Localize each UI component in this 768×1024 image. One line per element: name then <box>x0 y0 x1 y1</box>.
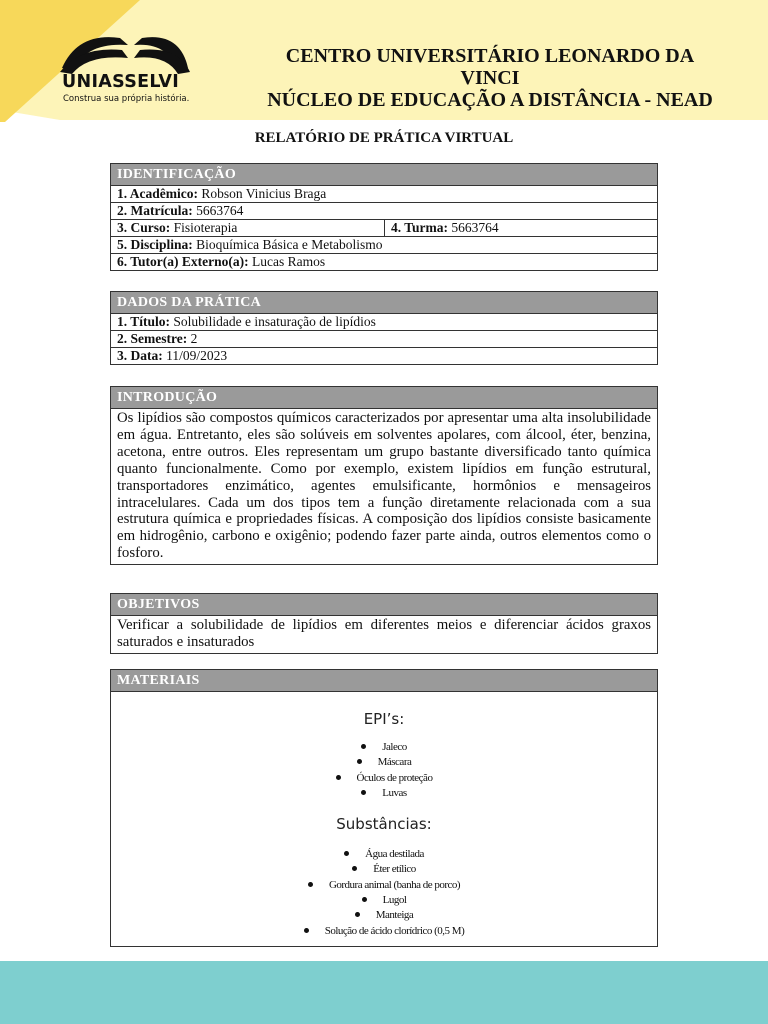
bullet-icon <box>304 928 309 933</box>
field-value: 2 <box>190 331 198 346</box>
identificacao-section <box>110 163 658 271</box>
bullet-icon <box>357 759 362 764</box>
field-value: Robson Vinicius Braga <box>201 186 327 201</box>
field-label: 6. Tutor(a) Externo(a): <box>117 254 249 269</box>
section-heading: IDENTIFICAÇÃO <box>111 164 657 186</box>
header-line-3: NÚCLEO DE EDUCAÇÃO A DISTÂNCIA - NEAD <box>267 89 713 111</box>
footer-band <box>0 961 768 1024</box>
logo-name: UNIASSELVI <box>62 72 180 92</box>
dados-pratica-section <box>110 291 658 365</box>
field-label: 1. Acadêmico: <box>117 186 198 201</box>
bullet-icon <box>361 744 366 749</box>
substancias-list <box>111 847 657 939</box>
objetivos-section <box>110 593 658 654</box>
curso-turma-row <box>111 219 657 236</box>
objetivos-text: Verificar a solubilidade de lipídios em diferentes meios e diferenciar ácidos graxos saturados e insaturados <box>117 617 651 650</box>
institution-header <box>240 45 740 111</box>
list-item: Gordura animal (banha de porco) <box>111 878 657 893</box>
field-value: Solubilidade e insaturação de lipídios <box>173 314 376 329</box>
list-item: Jaleco <box>111 740 657 755</box>
section-heading: MATERIAIS <box>111 670 657 692</box>
list-item: Máscara <box>111 755 657 770</box>
bullet-icon <box>336 775 341 780</box>
field-label: 2. Matrícula: <box>117 203 193 218</box>
field-value: Fisioterapia <box>173 220 238 235</box>
bullet-icon <box>352 866 357 871</box>
report-title: RELATÓRIO DE PRÁTICA VIRTUAL <box>254 130 514 146</box>
list-item: Luvas <box>111 786 657 801</box>
list-item: Éter etílico <box>111 862 657 877</box>
epi-heading: EPI’s: <box>363 710 405 728</box>
materiais-body <box>111 710 657 939</box>
header-line-2: VINCI <box>460 67 520 89</box>
field-label: 3. Curso: <box>117 220 171 235</box>
field-value: 5663764 <box>451 220 499 235</box>
list-item: Manteiga <box>111 908 657 923</box>
academico-row <box>111 186 657 202</box>
bullet-icon <box>344 851 349 856</box>
list-item: Óculos de proteção <box>111 771 657 786</box>
field-label: 2. Semestre: <box>117 331 188 346</box>
disciplina-row <box>111 236 657 253</box>
tutor-row <box>111 253 657 270</box>
field-label: 5. Disciplina: <box>117 237 193 252</box>
section-heading: OBJETIVOS <box>111 594 657 616</box>
bullet-icon <box>355 912 360 917</box>
titulo-row <box>111 314 657 330</box>
bullet-icon <box>362 897 367 902</box>
list-item: Lugol <box>111 893 657 908</box>
field-label: 3. Data: <box>117 348 163 363</box>
introducao-section <box>110 386 658 565</box>
materiais-section <box>110 669 658 947</box>
epi-list <box>111 740 657 801</box>
semestre-row <box>111 330 657 347</box>
field-value: Lucas Ramos <box>252 254 326 269</box>
header-line-1: CENTRO UNIVERSITÁRIO LEONARDO DA <box>285 45 695 67</box>
list-item: Solução de ácido clorídrico (0,5 M) <box>111 924 657 939</box>
list-item: Água destilada <box>111 847 657 862</box>
field-label: 1. Título: <box>117 314 171 329</box>
substancias-heading: Substâncias: <box>336 815 432 834</box>
field-value: Bioquímica Básica e Metabolismo <box>196 237 383 252</box>
field-value: 5663764 <box>196 203 244 218</box>
introducao-text: Os lipídios são compostos químicos caracterizados por apresentar uma alta insolubilidade em água. Entretanto, eles são solúveis em solventes apolares, com álcool, éter, benzina, acetona, entre outros. Eles representam um grupo bastante diversificado tanto química quanto funcionalmente. Como por exemplo, existem lipídios em função estrutural, transportadores enzimático, agentes emulsificante, hormônios e mensageiros intracelulares. Cada um dos tipos tem a função diretamente relacionada com a sua estrutura química e propriedades físicas. A composição dos lipídios consiste basicamente em hidrogênio, carbono e oxigênio; podendo fazer parte ainda, outros elementos como o fosforo. <box>117 410 651 562</box>
section-heading: INTRODUÇÃO <box>111 387 657 409</box>
data-row <box>111 347 657 364</box>
bullet-icon <box>361 790 366 795</box>
bullet-icon <box>308 882 313 887</box>
logo-tagline: Construa sua própria história. <box>63 94 190 104</box>
field-value: 11/09/2023 <box>166 348 228 363</box>
matricula-row <box>111 202 657 219</box>
section-heading: DADOS DA PRÁTICA <box>111 292 657 314</box>
field-label: 4. Turma: <box>391 220 449 235</box>
